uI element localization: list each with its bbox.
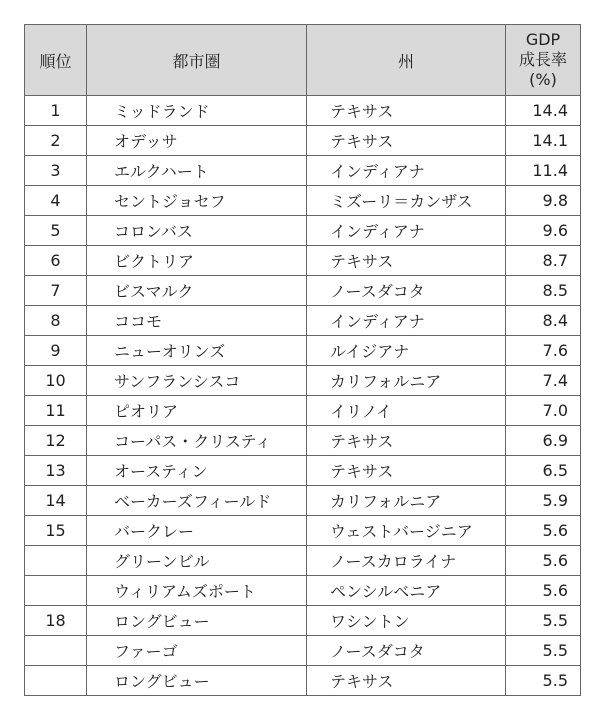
state-cell: テキサス: [307, 126, 506, 156]
state-cell: インディアナ: [307, 216, 506, 246]
state-cell: テキサス: [307, 426, 506, 456]
table-row: [25, 126, 581, 156]
rank-cell: [25, 636, 87, 666]
table-row: [25, 276, 581, 306]
metro-cell: ミッドランド: [87, 96, 307, 126]
table-row: [25, 366, 581, 396]
state-cell: テキサス: [307, 456, 506, 486]
state-cell: ウェストバージニア: [307, 516, 506, 546]
state-cell: カリフォルニア: [307, 366, 506, 396]
gdp-growth-cell: 7.4: [506, 366, 581, 396]
metro-cell: ココモ: [87, 306, 307, 336]
gdp-growth-cell: 5.5: [506, 606, 581, 636]
header-gdp-line-3: (%): [529, 70, 557, 89]
metro-cell: コーパス・クリスティ: [87, 426, 307, 456]
metro-cell: ニューオリンズ: [87, 336, 307, 366]
state-cell: テキサス: [307, 246, 506, 276]
table-row: [25, 666, 581, 696]
rank-cell: 9: [25, 336, 87, 366]
state-cell: ノースダコタ: [307, 636, 506, 666]
metro-cell: ファーゴ: [87, 636, 307, 666]
rank-cell: 14: [25, 486, 87, 516]
gdp-growth-cell: 11.4: [506, 156, 581, 186]
gdp-growth-cell: 7.6: [506, 336, 581, 366]
metro-cell: オースティン: [87, 456, 307, 486]
rank-cell: 2: [25, 126, 87, 156]
rank-cell: 15: [25, 516, 87, 546]
rank-cell: 11: [25, 396, 87, 426]
table-row: [25, 396, 581, 426]
metro-cell: グリーンビル: [87, 546, 307, 576]
header-gdp-line-2: 成長率: [518, 50, 567, 69]
header-state: 州: [307, 25, 506, 96]
metro-cell: ロングビュー: [87, 666, 307, 696]
table-row: [25, 246, 581, 276]
state-cell: ルイジアナ: [307, 336, 506, 366]
metro-cell: ビスマルク: [87, 276, 307, 306]
table-row: [25, 606, 581, 636]
state-cell: ミズーリ＝カンザス: [307, 186, 506, 216]
gdp-growth-cell: 5.6: [506, 546, 581, 576]
rank-cell: 3: [25, 156, 87, 186]
gdp-growth-cell: 5.5: [506, 636, 581, 666]
metro-cell: バークレー: [87, 516, 307, 546]
metro-cell: ビクトリア: [87, 246, 307, 276]
metro-cell: ウィリアムズポート: [87, 576, 307, 606]
rank-cell: 12: [25, 426, 87, 456]
rank-cell: 4: [25, 186, 87, 216]
gdp-growth-cell: 5.6: [506, 516, 581, 546]
metro-cell: コロンバス: [87, 216, 307, 246]
metro-cell: ピオリア: [87, 396, 307, 426]
header-rank: 順位: [25, 25, 87, 96]
gdp-growth-cell: 8.5: [506, 276, 581, 306]
table-body: [25, 96, 581, 696]
state-cell: カリフォルニア: [307, 486, 506, 516]
state-cell: ノースカロライナ: [307, 546, 506, 576]
gdp-growth-cell: 5.9: [506, 486, 581, 516]
metro-cell: サンフランシスコ: [87, 366, 307, 396]
rank-cell: [25, 546, 87, 576]
gdp-growth-cell: 14.4: [506, 96, 581, 126]
gdp-growth-table: [24, 24, 581, 696]
state-cell: インディアナ: [307, 306, 506, 336]
state-cell: インディアナ: [307, 156, 506, 186]
rank-cell: 8: [25, 306, 87, 336]
table-row: [25, 216, 581, 246]
metro-cell: セントジョセフ: [87, 186, 307, 216]
rank-cell: 18: [25, 606, 87, 636]
table-row: [25, 186, 581, 216]
state-cell: ペンシルベニア: [307, 576, 506, 606]
header-gdp-growth: [506, 25, 581, 96]
state-cell: テキサス: [307, 666, 506, 696]
table-row: [25, 456, 581, 486]
table-row: [25, 96, 581, 126]
gdp-growth-cell: 5.6: [506, 576, 581, 606]
table-header: [25, 25, 581, 96]
state-cell: イリノイ: [307, 396, 506, 426]
gdp-growth-cell: 9.8: [506, 186, 581, 216]
metro-cell: ロングビュー: [87, 606, 307, 636]
table-row: [25, 156, 581, 186]
header-row: [25, 25, 581, 96]
gdp-growth-cell: 8.4: [506, 306, 581, 336]
rank-cell: 6: [25, 246, 87, 276]
header-metro: 都市圏: [87, 25, 307, 96]
state-cell: ワシントン: [307, 606, 506, 636]
metro-cell: オデッサ: [87, 126, 307, 156]
gdp-growth-cell: 6.5: [506, 456, 581, 486]
gdp-growth-cell: 5.5: [506, 666, 581, 696]
table-row: [25, 486, 581, 516]
table-row: [25, 636, 581, 666]
rank-cell: 10: [25, 366, 87, 396]
table-row: [25, 576, 581, 606]
rank-cell: 7: [25, 276, 87, 306]
gdp-growth-cell: 14.1: [506, 126, 581, 156]
gdp-growth-cell: 9.6: [506, 216, 581, 246]
rank-cell: 1: [25, 96, 87, 126]
table-row: [25, 306, 581, 336]
table-row: [25, 516, 581, 546]
gdp-growth-cell: 7.0: [506, 396, 581, 426]
metro-cell: エルクハート: [87, 156, 307, 186]
rank-cell: 5: [25, 216, 87, 246]
state-cell: ノースダコタ: [307, 276, 506, 306]
rank-cell: [25, 576, 87, 606]
state-cell: テキサス: [307, 96, 506, 126]
rank-cell: [25, 666, 87, 696]
table-row: [25, 336, 581, 366]
rank-cell: 13: [25, 456, 87, 486]
header-gdp-line-1: GDP: [525, 30, 561, 49]
table-row: [25, 546, 581, 576]
gdp-growth-cell: 8.7: [506, 246, 581, 276]
gdp-growth-cell: 6.9: [506, 426, 581, 456]
metro-cell: ベーカーズフィールド: [87, 486, 307, 516]
table-row: [25, 426, 581, 456]
